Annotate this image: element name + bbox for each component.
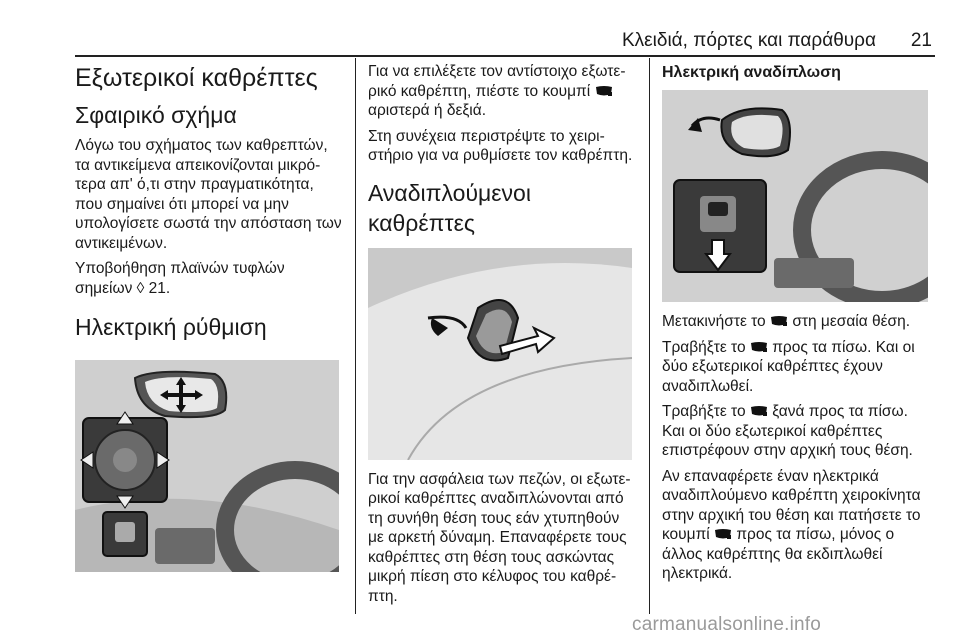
page-header [622, 28, 932, 54]
mirror-button-icon [770, 315, 788, 327]
mirror-button-icon [750, 341, 768, 353]
select-mirror-paragraph [368, 62, 638, 121]
mirror-adjust-figure [75, 360, 339, 572]
folding-mirror-figure [368, 248, 632, 460]
column-1 [75, 62, 345, 572]
select-mirror-text-end: αριστερά ή δεξιά. [368, 102, 487, 119]
column-3 [662, 62, 934, 590]
mirror-adjust-illustration [75, 360, 339, 572]
page-number: 21 [910, 30, 932, 51]
mirror-button-icon [714, 528, 732, 540]
subsection-folding: Αναδιπλούμενοι καθρέπτες [368, 179, 531, 236]
header-rule [75, 55, 935, 57]
subsection-spherical: Σφαιρικό σχήμα [75, 102, 237, 128]
pull-back-text: Τραβήξτε το [662, 338, 746, 356]
folding-mirror-illustration [368, 248, 632, 460]
move-to-middle-paragraph [662, 312, 934, 332]
pull-again-paragraph [662, 402, 934, 461]
column-2 [368, 62, 638, 612]
watermark: carmanualsonline.info [632, 614, 822, 635]
pull-again-text-end: ξανά προς τα πίσω. Και οι δύο εξωτερικοί καθρέπτες επιστρέφουν στην αρχική τους θέση. [662, 403, 913, 459]
column-divider-2 [649, 58, 650, 614]
electric-fold-illustration [662, 90, 928, 302]
electric-fold-figure [662, 90, 928, 302]
mirror-button-icon [750, 405, 768, 417]
chapter-title: Κλειδιά, πόρτες και παράθυρα [622, 30, 876, 51]
pull-back-paragraph [662, 338, 934, 397]
rotate-control-paragraph: Στη συνέχεια περιστρέψτε το χειριστήριο για να ρυθμίσετε τον καθρέπτη. [368, 127, 633, 164]
subsection-electric-fold: Ηλεκτρική αναδίπλωση [662, 64, 841, 81]
manual-reset-text-end: προς τα πίσω, μόνος ο άλλος καθρέπτης θα εκδιπλωθεί ηλεκτρικά. [662, 526, 895, 582]
column-divider-1 [355, 58, 356, 614]
select-mirror-text: Για να επιλέξετε τον αντίστοιχο εξωτερικό καθρέπτη, πιέστε το κουμπί [368, 63, 626, 100]
mirror-button-icon [595, 85, 613, 97]
move-to-middle-text-end: στη μεσαία θέση. [792, 313, 911, 330]
pull-back-text-end: προς τα πίσω. Και οι δύο εξωτερικοί καθρέπτες έχουν αναδιπλωθεί. [662, 338, 915, 395]
move-to-middle-text: Μετακινήστε το [662, 313, 766, 330]
manual-reset-text: Αν επαναφέρετε έναν ηλεκτρικά αναδιπλούμενο καθρέπτη χειροκίνητα στην αρχική του θέση και πατήσετε το κουμπί [662, 467, 921, 543]
pedestrian-safety-paragraph: Για την ασφάλεια των πεζών, οι εξωτερικοί καθρέπτες αναδιπλώνονται από τη συνήθη θέση τους εάν χτυπηθούν με αρκετή δύναμη. Επαναφέρετε τους καθρέπτες στη θέση τους ασκώντας μικρή πίεση στο κέλυφος του καθρέπτη. [368, 470, 631, 605]
blind-spot-reference: Υποβοήθηση πλαϊνών τυφλών σημείων ◊ 21. [75, 260, 285, 297]
section-title: Εξωτερικοί καθρέπτες [75, 64, 318, 92]
pull-again-text: Τραβήξτε το [662, 403, 746, 420]
manual-reset-paragraph [662, 467, 934, 584]
spherical-paragraph: Λόγω του σχήματος των καθρεπτών, τα αντικείμενα απεικονίζονται μικρότερα απ' ό,τι στην πραγματικότητα, που σημαίνει ότι μπορεί να μην υπολογίσετε σωστά την απόσταση των αντικειμένων. [75, 137, 342, 252]
subsection-electric-adjust: Ηλεκτρική ρύθμιση [75, 314, 267, 340]
